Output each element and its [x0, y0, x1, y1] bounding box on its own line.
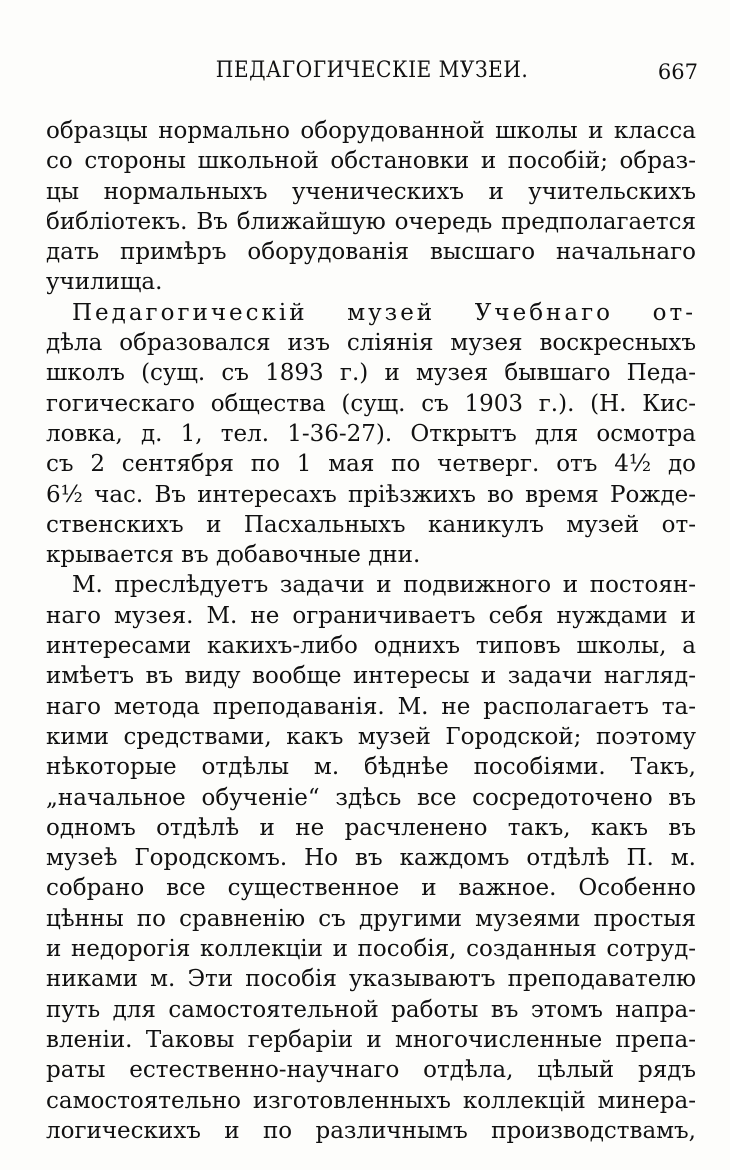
text-line: школъ (сущ. съ 1893 г.) и музея бывшаго Педа- — [46, 360, 696, 387]
text-line: наго музея. М. не ограничиваетъ себя нуждами и — [46, 602, 696, 629]
text-line: интересами какихъ-либо однихъ типовъ школы, а — [46, 633, 696, 660]
text-line: вленіи. Таковы гербаріи и многочисленные препа- — [46, 1026, 696, 1053]
text-line: одномъ отдѣлѣ и не расчленено такъ, какъ въ — [46, 814, 696, 841]
text-line: крывается въ добавочные дни. — [46, 542, 421, 569]
text-line: цы нормальныхъ ученическихъ и учительскихъ — [46, 178, 696, 205]
text-line: со стороны школьной обстановки и пособій; образ- — [46, 148, 696, 175]
text-line: раты естественно-научнаго отдѣла, цѣлый рядъ — [46, 1057, 696, 1084]
text-line: логическихъ и по различнымъ производствамъ, — [46, 1117, 696, 1144]
text-line: дѣла образовался изъ слiянія музея воскресныхъ — [46, 330, 696, 357]
page-header — [46, 58, 698, 94]
text-line: нѣкоторые отдѣлы м. бѣднѣе пособіями. Такъ, — [46, 754, 696, 781]
paragraph-start: М. преслѣдуетъ задачи и подвижного и постоян- — [72, 572, 696, 599]
text-line: гогическаго общества (сущ. съ 1903 г.). (Н. Кис- — [46, 390, 696, 417]
text-line: дать примѣръ оборудованія высшаго начальнаго — [46, 239, 696, 266]
text-line: собрано все существенное и важное. Особенно — [46, 875, 696, 902]
text-line: съ 2 сентября по 1 мая по четверг. отъ 4½ до — [46, 451, 696, 478]
text-line: ловка, д. 1, тел. 1-36-27). Открытъ для осмотра — [46, 420, 696, 447]
text-line: кими средствами, какъ музей Городской; поэтому — [46, 723, 696, 750]
text-line: цѣнны по сравненію съ другими музеями простыя — [46, 905, 696, 932]
text-line: никами м. Эти пособія указываютъ преподавателю — [46, 966, 696, 993]
text-line: училища. — [46, 269, 163, 296]
text-line: 6½ час. Въ интересахъ прiѣзжихъ во время Рожде- — [46, 481, 696, 508]
text-line: наго метода преподаванія. М. не располагаетъ та- — [46, 693, 696, 720]
text-line: самостоятельно изготовленныхъ коллекцій минера- — [46, 1087, 696, 1114]
text-line: библіотекъ. Въ ближайшую очередь предполагается — [46, 208, 696, 235]
text-line: ственскихъ и Пасхальныхъ каникулъ музей от- — [46, 511, 696, 538]
text-line: музеѣ Городскомъ. Но въ каждомъ отдѣлѣ П. м. — [46, 845, 696, 872]
paragraph-start: Педагогическій музей Учебнаго от- — [72, 299, 696, 326]
body-text — [46, 116, 696, 1146]
text-line: и недорогія коллекціи и пособія, созданныя сотруд- — [46, 936, 696, 963]
text-line: имѣетъ въ виду вообще интересы и задачи нагляд- — [46, 663, 696, 690]
text-line: образцы нормально оборудованной школы и класса — [46, 118, 696, 144]
text-line: „начальное обученіе“ здѣсь все сосредоточено въ — [46, 784, 696, 811]
page-number: 667 — [657, 60, 698, 84]
text-line: путь для самостоятельной работы въ этомъ напра- — [46, 996, 696, 1023]
running-title: ПЕДАГОГИЧЕСКІЕ МУЗЕИ. — [215, 58, 529, 83]
